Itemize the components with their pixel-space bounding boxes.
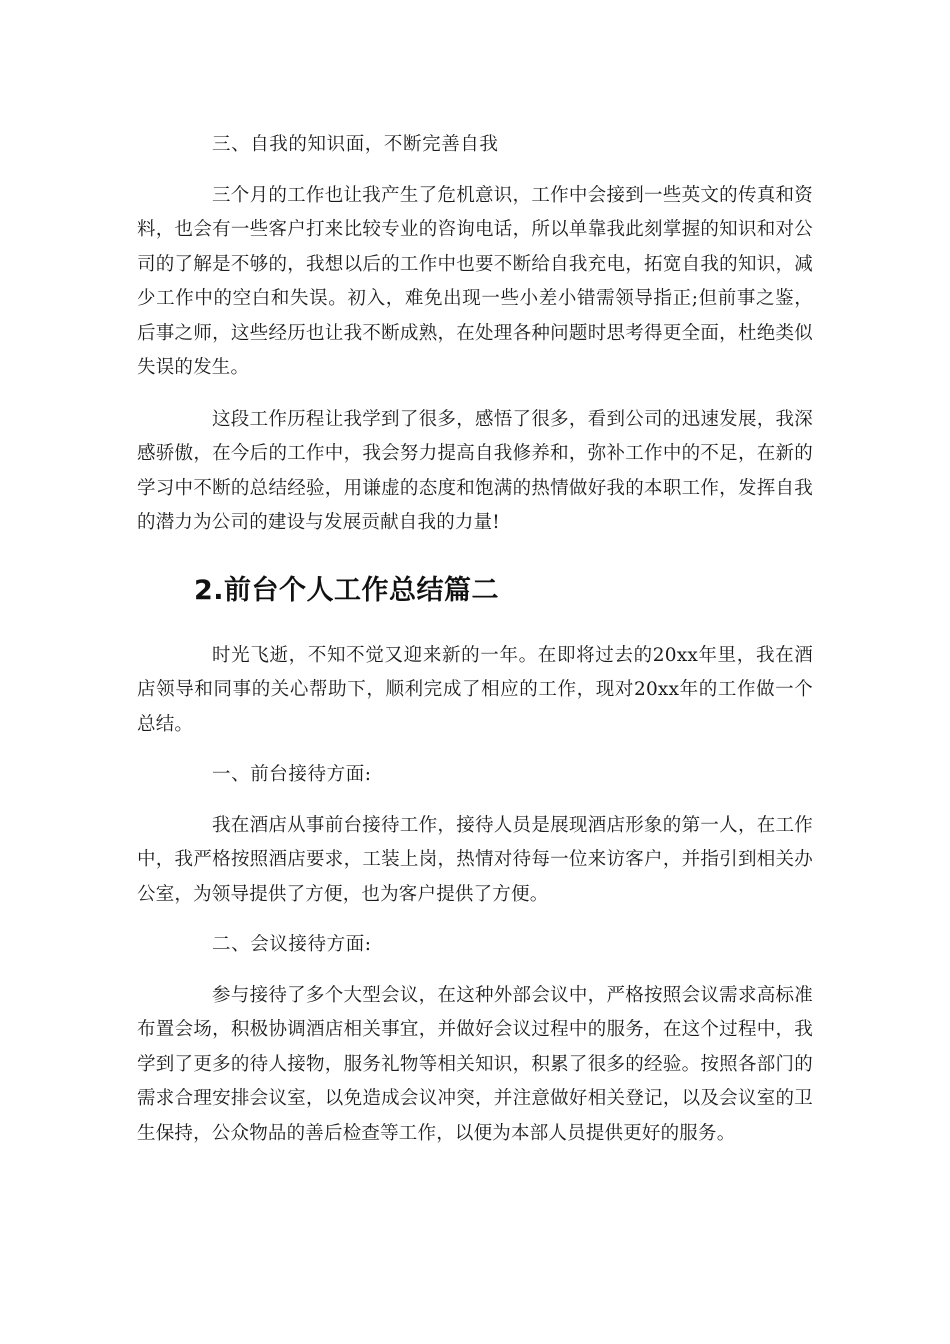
section-subheading: 一、前台接待方面: xyxy=(212,764,372,785)
section-heading: 2.前台个人工作总结篇二 xyxy=(194,574,500,606)
body-paragraph: 三个月的工作也让我产生了危机意识，工作中会接到一些英文的传真和资料，也会有一些客户打来比较专业的咨询电话，所以单靠我此刻掌握的知识和对公司的了解是不够的，我想以后的工作中也要不断给自我充电，拓宽自我的知识，减少工作中的空白和失误。初入，难免出现一些小差小错需领导指正;但前事之鉴，后事之师，这些经历也让我不断成熟，在处理各种问题时思考得更全面，杜绝类似失误的发生。 xyxy=(137,184,813,378)
body-paragraph: 这段工作历程让我学到了很多，感悟了很多，看到公司的迅速发展，我深感骄傲，在今后的工作中，我会努力提高自我修养和，弥补工作中的不足，在新的学习中不断的总结经验，用谦虚的态度和饱满的热情做好我的本职工作，发挥自我的潜力为公司的建设与发展贡献自我的力量! xyxy=(137,408,813,533)
document-body xyxy=(137,128,813,1151)
section-subheading: 二、会议接待方面: xyxy=(212,934,372,955)
body-paragraph: 参与接待了多个大型会议，在这种外部会议中，严格按照会议需求高标准布置会场，积极协调酒店相关事宜，并做好会议过程中的服务，在这个过程中，我学到了更多的待人接物，服务礼物等相关知识，积累了很多的经验。按照各部门的需求合理安排会议室，以免造成会议冲突，并注意做好相关登记，以及会议室的卫生保持，公众物品的善后检查等工作，以便为本部人员提供更好的服务。 xyxy=(137,984,813,1144)
body-paragraph: 我在酒店从事前台接待工作，接待人员是展现酒店形象的第一人，在工作中，我严格按照酒店要求，工装上岗，热情对待每一位来访客户，并指引到相关办公室，为领导提供了方便，也为客户提供了方便。 xyxy=(137,814,813,905)
body-paragraph: 时光飞逝，不知不觉又迎来新的一年。在即将过去的20xx年里，我在酒店领导和同事的关心帮助下，顺利完成了相应的工作，现对20xx年的工作做一个总结。 xyxy=(137,644,813,735)
section-subheading: 三、自我的知识面，不断完善自我 xyxy=(212,134,499,155)
